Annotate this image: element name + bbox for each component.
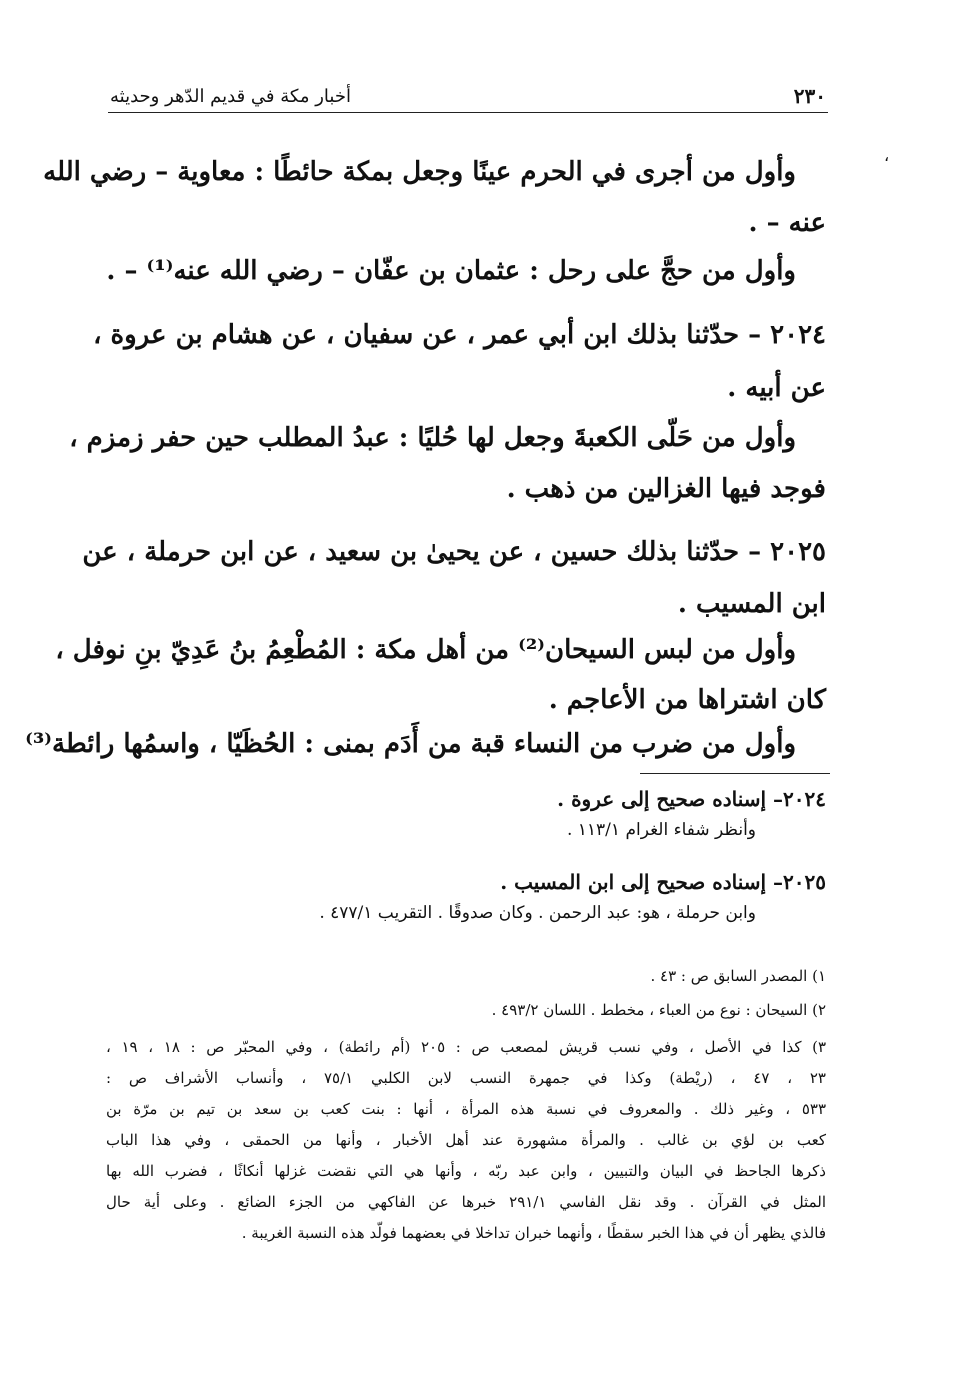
body-line: ٢٠٢٥ – حدّثنا بذلك حسين ، عن يحيىٰ بن سعيد ، عن ابن حرملة ، عن — [82, 537, 826, 567]
body-line: عن أبيه . — [727, 373, 826, 403]
body-line: وأول من لبس السيحان⁽²⁾ من أهل مكة : المُطْعِمُ بنُ عَدِيّ بنِ نوفل ، — [55, 635, 796, 665]
body-line: ابن المسيب . — [677, 589, 826, 619]
body-line: وأول من أجرى في الحرم عينًا وجعل بمكة حائطًا : معاوية – رضي الله — [43, 157, 796, 187]
footnote-3-line: المثل في القرآن . وقد نقل الفاسي ٢٩١/١ خبرها عن الفاكهي من الجزء الضائع . وعلى أية حال — [106, 1193, 826, 1211]
footnote-3-line: كعب بن لؤي بن غالب . والمرأة مشهورة عند أهل الأخبار ، وأنها من الحمقى ، وفي هذا الباب — [106, 1131, 826, 1149]
footnote-3-line: ٥٣٣ ، وغير ذلك . والمعروف في نسبة هذه المرأة ، أنها : بنت كعب بن سعد بن تيم بن مرّة بن — [106, 1100, 826, 1118]
footnote-3-line: ٢٣ ، ٤٧ ، (ريْطة) وكذا في جمهرة النسب لابن الكلبي ٧٥/١ ، وأنساب الأشراف ص : — [106, 1069, 826, 1087]
running-title: أخبار مكة في قديم الدّهر وحديثه — [110, 86, 351, 107]
note-2025-heading: ٢٠٢٥– إسناده صحيح إلى ابن المسيب . — [500, 870, 826, 894]
notes-separator — [640, 773, 830, 774]
note-2024-heading: ٢٠٢٤– إسناده صحيح إلى عروة . — [557, 787, 826, 811]
header-rule — [108, 112, 828, 113]
footnote-1: ١) المصدر السابق ص : ٤٣ . — [650, 967, 826, 985]
footnote-2: ٢) السيحان : نوع من العباء ، مخطط . اللسان ٤٩٣/٢ . — [491, 1001, 826, 1019]
note-2025-text: وابن حرملة ، هو: عبد الرحمن . وكان صدوقًا . التقريب ٤٧٧/١ . — [319, 903, 756, 923]
body-line: وأول من حجَّ على رحل : عثمان بن عفّان – رضي الله عنه⁽¹⁾ – . — [106, 256, 796, 286]
body-line: وأول من ضرب من النساء قبة من أَدَم بمنى : الحُظَيّا ، واسمُها رائطة⁽³⁾ — [25, 729, 796, 759]
body-line: وأول من حَلّى الكعبةَ وجعل لها حُليًا : عبدُ المطلب حين حفر زمزم ، — [69, 423, 796, 453]
body-line: ٢٠٢٤ – حدّثنا بذلك ابن أبي عمر ، عن سفيان ، عن هشام بن عروة ، — [93, 320, 826, 350]
footnote-3-line: ذكرها الجاحظ في البيان والتبيين ، وابن عبد ربّه ، وأنها هي التي نقضت غزلها أنكاثًا ، فضرب الله بها — [106, 1162, 826, 1180]
note-2024-text: وأنظر شفاء الغرام ١١٣/١ . — [566, 820, 756, 840]
margin-mark: ، — [884, 146, 890, 165]
footnote-3-line: ٣) كذا في الأصل ، وفي نسب قريش لمصعب ص : ٢٠٥ (أم رائطة) ، وفي المحبّر ص : ١٨ ، ١٩ ، — [106, 1038, 827, 1056]
body-line: كان اشتراها من الأعاجم . — [548, 685, 826, 715]
body-line: عنه – . — [748, 208, 826, 238]
footnote-3-line: فالذي يظهر أن في هذا الخبر سقطًا ، وأنهما خبران تداخلا في بعضهما فولّد هذه النسبة الغريبة . — [241, 1224, 826, 1242]
body-line: فوجد فيها الغزالين من ذهب . — [506, 474, 826, 504]
page-number: ٢٣٠ — [793, 84, 826, 108]
